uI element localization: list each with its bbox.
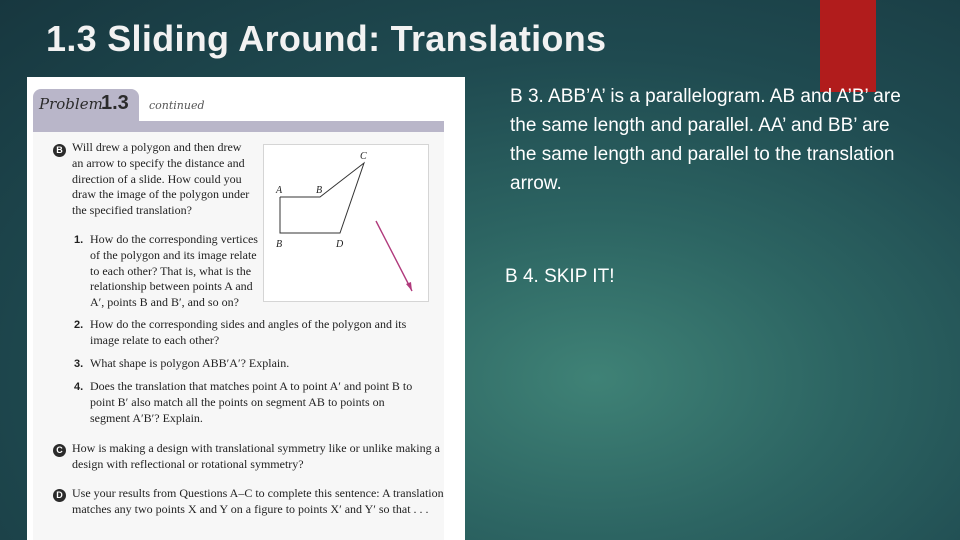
vertex-label-d: D <box>336 239 344 250</box>
problem-continued: continued <box>149 99 205 112</box>
translation-figure <box>263 144 429 302</box>
polygon-diagram <box>264 145 428 301</box>
question-label-b: B <box>53 144 66 157</box>
question-b3-text: What shape is polygon ABB′A′? Explain. <box>90 356 290 370</box>
textbook-page-image <box>27 77 465 540</box>
translation-arrow <box>376 221 412 291</box>
question-b2-number: 2. <box>74 319 84 331</box>
answer-b4-text: B 4. SKIP IT! <box>505 266 615 287</box>
question-b1-number: 1. <box>74 234 84 246</box>
polygon-shape <box>280 163 364 233</box>
question-b4-text: Does the translation that matches point A to point A′ and point B to point B′ also match all the points on segment AB to points on segment A′B′? Explain. <box>90 379 413 425</box>
vertex-label-a: A <box>276 185 283 196</box>
accent-bar <box>820 0 876 92</box>
question-c-text: How is making a design with translational symmetry like or unlike making a design with reflectional or rotational symmetry? <box>72 441 440 471</box>
question-b4-number: 4. <box>74 381 84 393</box>
problem-word: Problem <box>39 95 103 113</box>
question-b3-number: 3. <box>74 358 84 370</box>
question-label-c: C <box>53 444 66 457</box>
arrow-head-icon <box>406 282 412 291</box>
vertex-label-bottom-left: B <box>276 239 283 250</box>
question-b-text: Will drew a polygon and then drew an arrow to specify the distance and direction of a slide. How could you draw the image of the polygon under the specified translation? <box>72 140 250 218</box>
question-d-text: Use your results from Questions A–C to complete this sentence: A translation matches any two points X and Y on a figure to points X′ and Y′ so that . . . <box>72 486 444 516</box>
question-b1-text: How do the corresponding vertices of the polygon and its image relate to each other? That is, what is the relationship between points A and A′, points B and B′, and so on? <box>90 232 258 310</box>
answer-b3-text: B 3. ABB’A’ is a parallelogram. AB and A’B’ are the same length and parallel. AA’ and BB’ are the same length and parallel to the translation arrow. <box>510 86 901 194</box>
question-b2-text: How do the corresponding sides and angles of the polygon and its image relate to each other? <box>90 317 407 347</box>
slide-title: 1.3 Sliding Around: Translations <box>46 18 607 59</box>
vertex-label-c: C <box>360 151 367 162</box>
problem-rule <box>33 121 444 132</box>
problem-number: 1.3 <box>101 92 129 114</box>
vertex-label-b: B <box>316 185 323 196</box>
problem-header <box>33 89 444 133</box>
question-label-d: D <box>53 489 66 502</box>
